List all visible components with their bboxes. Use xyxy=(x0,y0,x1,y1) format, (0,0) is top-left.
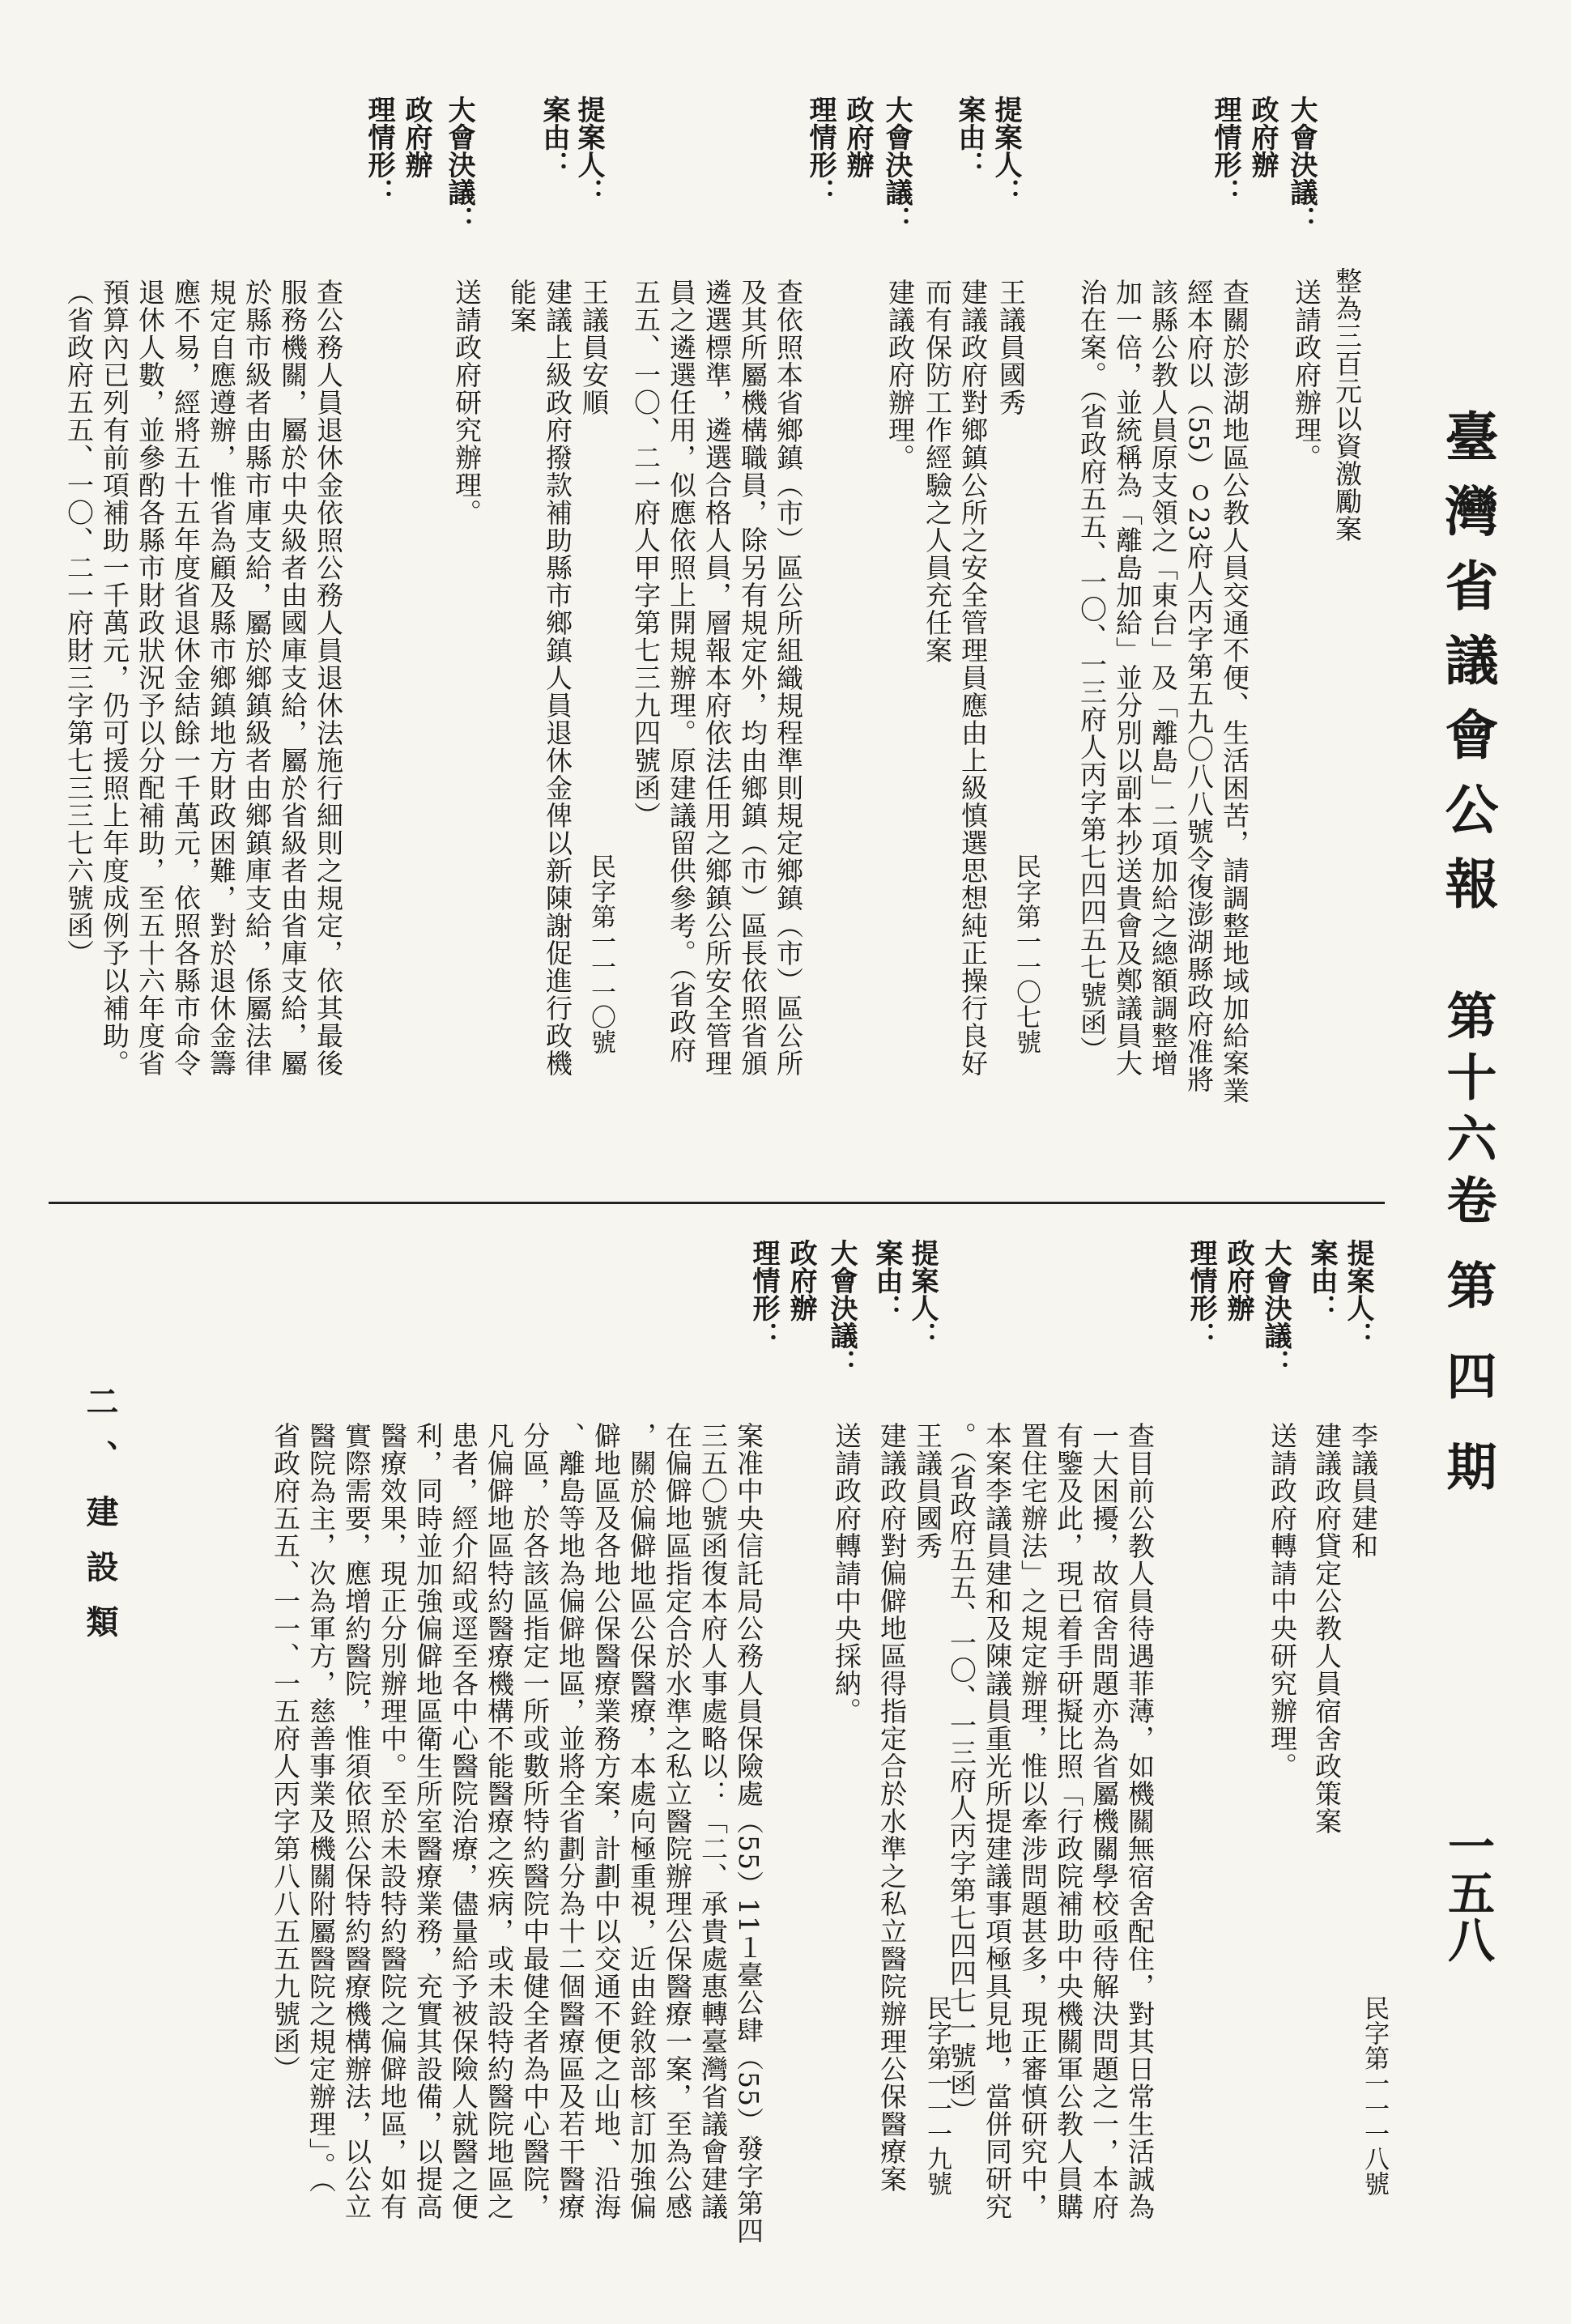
resolution-text: 送請政府研究辦理。 xyxy=(451,279,483,526)
proposer-label: 提案人： xyxy=(906,1239,939,1349)
item-ref-number: 民字第一一一八號 xyxy=(1360,1995,1389,2196)
section-heading: 二、建設類 xyxy=(81,1385,119,1660)
gov-response-label: 政府辦 理情形： xyxy=(363,96,432,206)
resolution-label: 大會決議： xyxy=(1259,1239,1292,1377)
subject-label: 案由： xyxy=(871,1239,903,1322)
gov-response-text: 查關於澎湖地區公教人員交通不便、生活困苦，請調整地域加給案業 經本府以（55）ｏ23府人丙字第五九〇八八號令復澎湖縣政府准將 該縣公教人員原支領之「東台」及「離島」二項加給之總額調整增 加一倍，並統稱為「離島加給」並分別以副本抄送貴會及鄭議員大 治在案。（省政府五五、一〇、一三府人丙字第七四四五七號函） xyxy=(1076,279,1250,1105)
proposer-name: 王議員國秀 xyxy=(912,1422,943,1560)
proposer-name: 王議員國秀 xyxy=(995,279,1027,416)
gov-response-label: 政府辦 理情形： xyxy=(747,1239,817,1349)
prev-subject-continuation: 整為三百元以資激勵案 xyxy=(1331,267,1363,543)
item-prev-block xyxy=(1012,96,1450,1140)
volume-number: 第十六卷 xyxy=(1438,990,1497,1236)
proposer-name: 李議員建和 xyxy=(1347,1422,1379,1560)
gov-response-text: 案准中央信託局公務人員保險處（55）11１臺公肆（55）發字第四 三五〇號函復本府人事處略以：「二、承貴處惠轉臺灣省議會建議 在偏僻地區指定合於水準之私立醫院辦理公保醫療一案，至為公感 ，關於偏僻地區公保醫療，本處向極重視，近由銓敘部核訂加強偏 僻地區及各地公保醫療業務方案，計劃中以交通不便之山地、沿海 、離島等地為偏僻地區，並將全省劃分為十二個醫療區及若干醫療 分區，於各該區指定一所或數所特約醫院中最健全者為中心醫院， 凡偏僻地區特約醫療機構不能醫療之疾病，或未設特約醫院地區之 患者，經介紹或逕至各中心醫院治療，儘量給予被保險人就醫之便 利，同時並加強偏僻地區衛生所室醫療業務，充實其設備，以提高 醫療效果，現正分別辦理中。至於未設特約醫院之偏僻地區，如有 實際需要，應增約醫院，惟須依照公保特約醫療機構辦法，以公立 醫院為主，次為軍方，慈善事業及機關附屬醫院之規定辦理」。（ 省政府五五、一一、一五府人丙字第八八五五九號函） xyxy=(270,1422,764,2245)
item-ref-number: 民字第一一一九號 xyxy=(922,1995,952,2196)
proposer-name: 王議員安順 xyxy=(578,279,610,416)
subject-text: 建議政府貸定公教人員宿舍政策案 xyxy=(1311,1422,1343,1835)
gov-response-text: 查目前公教人員待遇菲薄，如機關無宿舍配住，對其日常生活誠為 一大困擾，故宿舍問題亦為省屬機關學校亟待解決問題之一，本府 有鑒及此，現已着手研擬比照「行政院補助中央機關軍公教人員購 置住宅辦法」之規定辦理，惟以牽涉問題甚多，現正審慎研究中， 本案李議員建和及陳議員重光所提建議事項極具見地，當併同研究 。（省政府五五、一〇、一三府人丙字第七四四七一號函） xyxy=(946,1422,1156,2220)
subject-text: 建議上級政府撥款補助縣市鄉鎮人員退休金俾以新陳謝促進行政機 能案 xyxy=(506,279,573,1077)
gov-response-label: 政府辦 理情形： xyxy=(804,96,874,206)
gov-response-label: 政府辦 理情形： xyxy=(1209,96,1279,206)
resolution-label: 大會決議： xyxy=(825,1239,858,1377)
subject-label: 案由： xyxy=(953,96,986,178)
top-half xyxy=(0,0,1393,1198)
item-ref-number: 民字第一一一〇號 xyxy=(586,853,615,1054)
item-1119 xyxy=(121,1239,952,2284)
item-ref-number: 民字第一一〇七號 xyxy=(1011,853,1041,1054)
resolution-text: 送請政府辦理。 xyxy=(1291,279,1322,471)
gov-response-label: 政府辦 理情形： xyxy=(1185,1239,1254,1349)
resolution-text: 建議政府辦理。 xyxy=(884,279,916,471)
gov-response-text: 查依照本省鄉鎮（市）區公所組織規程準則規定鄉鎮（市）區公所 及其所屬機構職員，除另有規定外，均由鄉鎮（市）區長依照省頒 遴選標準，遴選合格人員，層報本府依法任用之鄉鎮公所安全管理 員之遴選任用，似應依照上開規辦理。原建議留供參考。（省政府 五五、一〇、二一府人甲字第七三九四號函） xyxy=(630,279,804,1077)
item-1118 xyxy=(931,1239,1389,2284)
resolution-label: 大會決議： xyxy=(880,96,913,233)
proposer-label: 提案人： xyxy=(990,96,1022,206)
resolution-label: 大會決議： xyxy=(443,96,475,233)
item-1110 xyxy=(63,96,615,1140)
proposer-label: 提案人： xyxy=(1342,1239,1374,1349)
subject-label: 案由： xyxy=(1305,1239,1338,1322)
resolution-text: 送請政府轉請中央採納。 xyxy=(831,1422,862,1725)
bulletin-title: 臺灣省議會公報 xyxy=(1436,409,1499,930)
section-divider xyxy=(49,1202,1385,1204)
resolution-label: 大會決議： xyxy=(1285,96,1318,233)
resolution-text: 送請政府轉請中央研究辦理。 xyxy=(1267,1422,1298,1780)
gov-response-text: 查公務人員退休金依照公務人員退休法施行細則之規定，依其最後 服務機關，屬於中央級者由國庫支給，屬於省級者由省庫支給，屬 於縣市級者由縣市庫支給，屬於鄉鎮級者由鄉鎮庫支給，係屬法律 規定自應遵辦，惟省為顧及縣市鄉鎮地方財政困難，對於退休金籌 應不易，經將五十五年度省退休金結餘一千萬元，依照各縣市命令 退休人數，並參酌各縣市財政狀況予以分配補助，至五十六年度省 預算內已列有前項補助一千萬元，仍可援照上年度成例予以補助。 （省政府五五、一〇、二一府財三字第七三三七六號函） xyxy=(63,279,344,1077)
issue-number: 第四期 xyxy=(1438,1259,1497,1531)
item-1107 xyxy=(559,96,1041,1140)
bottom-half xyxy=(0,1215,1393,2324)
page-number: 一五八 xyxy=(1440,1822,1495,1963)
subject-text: 建議政府對偏僻地區得指定合於水準之私立醫院辦理公保醫療案 xyxy=(876,1422,908,2193)
subject-text: 建議政府對鄉鎮公所之安全管理員應由上級慎選思想純正操行良好 而有保防工作經驗之人員充任案 xyxy=(922,279,989,1077)
proposer-label: 提案人： xyxy=(573,96,605,206)
subject-label: 案由： xyxy=(538,96,570,178)
